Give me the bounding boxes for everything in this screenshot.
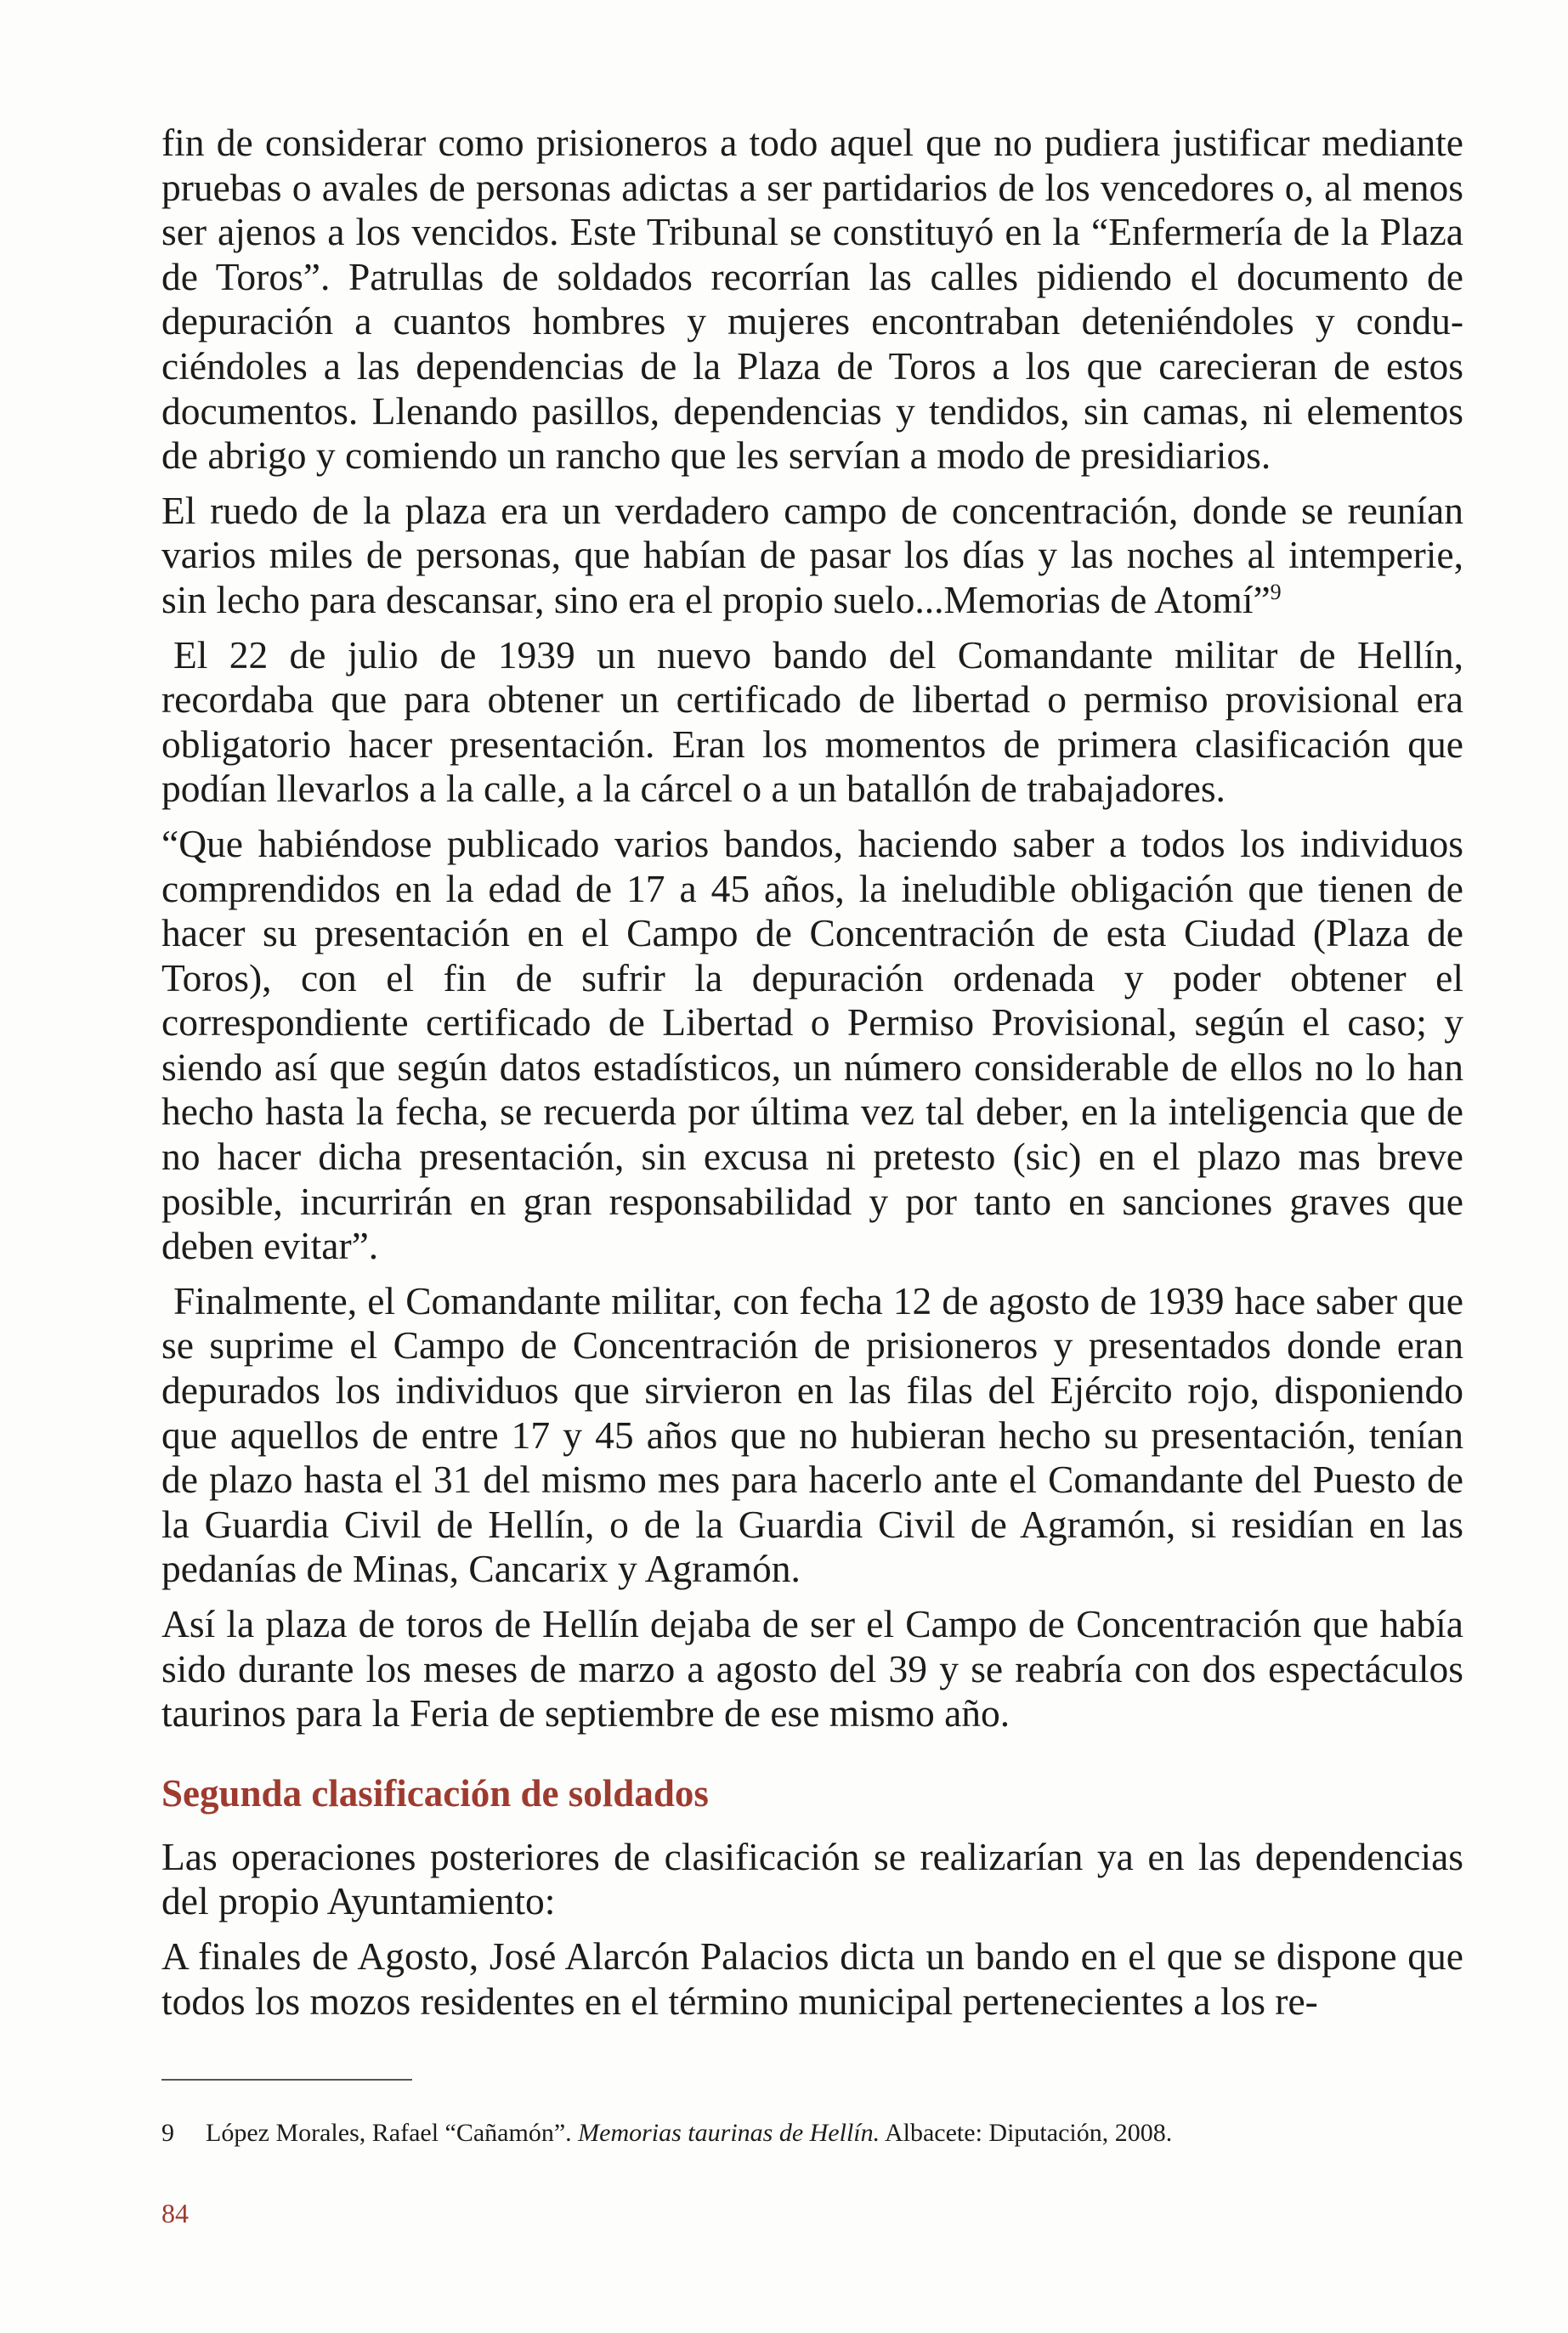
footnote-ref-9: 9 bbox=[1270, 579, 1282, 604]
footnote-text-after: Albacete: Diputación, 2008. bbox=[880, 2119, 1173, 2147]
footnote-number: 9 bbox=[161, 2119, 174, 2147]
paragraph-2-text: El ruedo de la plaza era un verdadero campo de concentración, donde se reunían varios miles de personas, que habían de pasar los días y las noches al intemperie, sin lecho para descansar, sino era el propio suelo...Memorias de Atomí” bbox=[161, 488, 1463, 621]
main-text bbox=[161, 121, 1463, 2034]
paragraph-8: A finales de Agosto, José Alarcón Palacios dicta un bando en el que se dispone que todos los mozos residentes en el término municipal pertenecientes a los re- bbox=[161, 1934, 1463, 2023]
paragraph-7: Las operaciones posteriores de clasificación se realizarían ya en las dependencias del propio Ayuntamiento: bbox=[161, 1834, 1463, 1923]
paragraph-5: Finalmente, el Comandante militar, con fecha 12 de agosto de 1939 hace saber que se suprime el Campo de Concentración de prisioneros y presentados donde eran depurados los individuos que sirvieron en las filas del Ejército rojo, disponiendo que aquellos de entre 17 y 45 años que no hubieran hecho su presentación, tenían de plazo hasta el 31 del mismo mes para hacerlo ante el Comandante del Puesto de la Guardia Civil de Hellín, o de la Guardia Civil de Agramón, si residían en las pedanías de Minas, Cancarix y Agramón. bbox=[161, 1278, 1463, 1591]
footnote-text-before: López Morales, Rafael “Cañamón”. bbox=[206, 2119, 579, 2147]
paragraph-2 bbox=[161, 489, 1463, 623]
quote-paragraph: “Que habiéndose publicado varios bandos, haciendo saber a todos los individuos comprendidos en la edad de 17 a 45 años, la ineludible obligación que tienen de hacer su presentación en el Campo de Concentración de esta Ciudad (Plaza de Toros), con el fin de sufrir la depuración ordenada y poder obtener el correspondiente certificado de Libertad o Permiso Provisional, según el caso; y siendo así que según datos estadísticos, un número considerable de ellos no lo han hecho hasta la fecha, se recuerda por última vez tal deber, en la inteligencia que de no hacer dicha presentación, sin excusa ni pretesto (sic) en el plazo mas breve posible, incurrirán en gran responsabilidad y por tanto en sanciones graves que deben evitar”. bbox=[161, 821, 1463, 1268]
footnote bbox=[161, 2116, 1463, 2150]
paragraph-1: fin de considerar como prisioneros a todo aquel que no pudiera justificar mediante pruebas o avales de personas adictas a ser partidarios de los vencedores o, al menos ser ajenos a los vencidos. Este Tribunal se constituyó en la “Enfermería de la Plaza de Toros”. Patrullas de soldados recorrían las calles pidiendo el documento de depuración a cuantos hombres y mujeres encontraban deteniéndoles y conduciéndoles a las dependencias de la Plaza de Toros a los que carecieran de estos documentos. Llenando pasillos, dependencias y tendidos, sin camas, ni elementos de abrigo y comiendo un rancho que les servían a modo de presidiarios. bbox=[161, 121, 1463, 478]
section-heading: Segunda clasificación de soldados bbox=[161, 1771, 709, 1815]
footnote-divider bbox=[161, 2079, 412, 2081]
paragraph-6: Así la plaza de toros de Hellín dejaba de ser el Campo de Concentración que había sido durante los meses de marzo a agosto del 39 y se reabría con dos espectáculos taurinos para la Feria de septiembre de ese mismo año. bbox=[161, 1602, 1463, 1736]
page-number: 84 bbox=[161, 2198, 189, 2228]
paragraph-3: El 22 de julio de 1939 un nuevo bando del Comandante militar de Hellín, recordaba que para obtener un certificado de libertad o permiso provisional era obligatorio hacer presentación. Eran los momentos de primera clasificación que podían llevarlos a la calle, a la cárcel o a un batallón de trabajadores. bbox=[161, 632, 1463, 811]
footnote-title: Memorias taurinas de Hellín. bbox=[578, 2119, 880, 2147]
